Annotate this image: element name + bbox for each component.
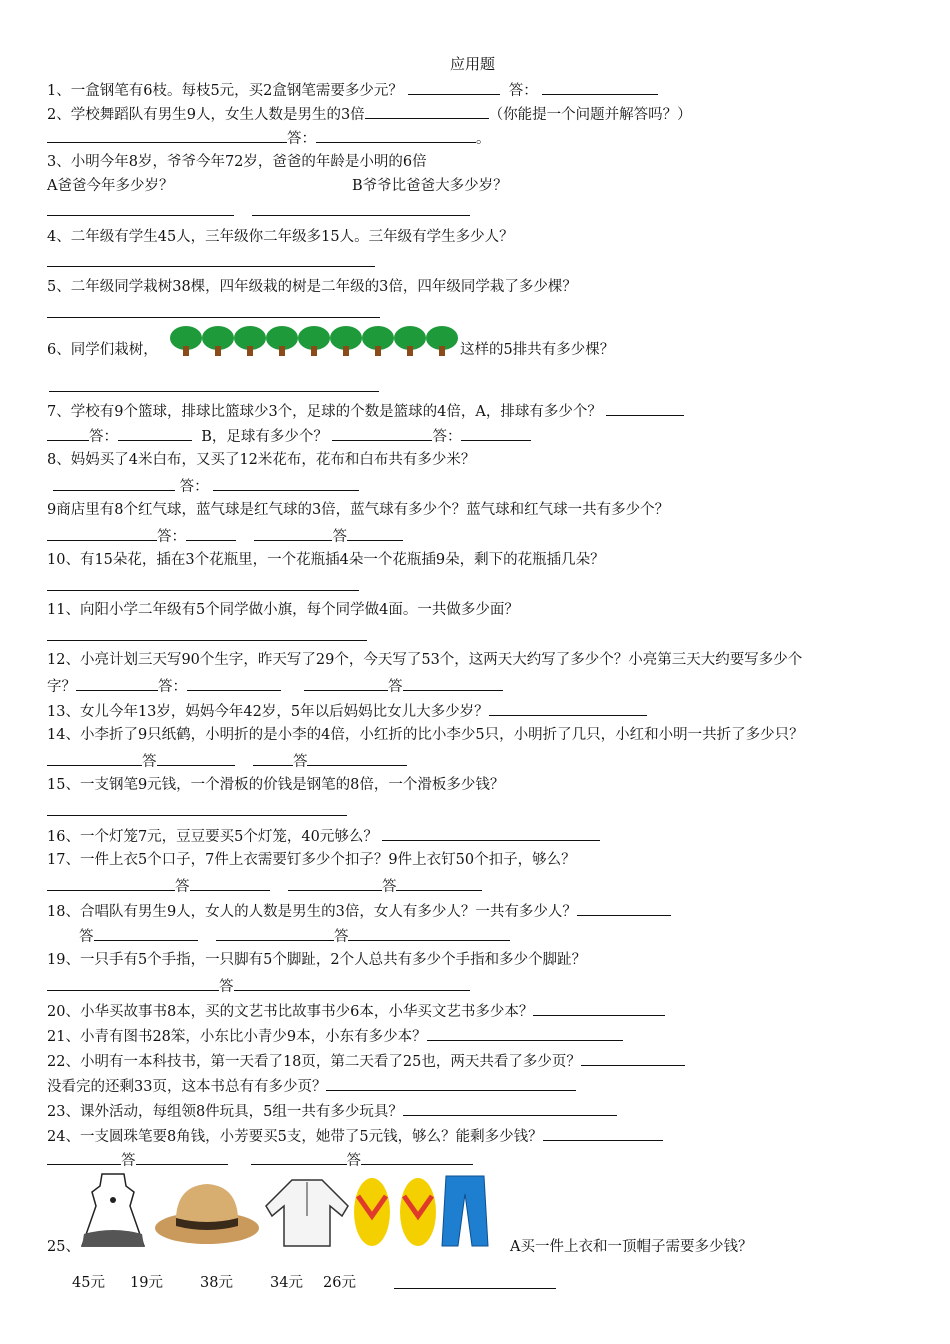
answer-blank[interactable] (606, 401, 684, 416)
tree-icon (394, 326, 426, 356)
answer-blank[interactable] (157, 751, 235, 766)
question-19-answer: 答 (47, 976, 470, 996)
price-hat: 19元 (130, 1275, 163, 1291)
tree-row (170, 322, 460, 362)
question-14-answers: 答 答 (47, 751, 407, 771)
answer-blank[interactable] (186, 526, 236, 541)
work-blank[interactable] (254, 526, 332, 541)
question-16: 16、一个灯笼7元，豆豆要买5个灯笼，40元够么？ (47, 826, 600, 846)
answer-blank[interactable] (47, 303, 380, 318)
answer-blank[interactable] (47, 801, 347, 816)
question-12-answers: 字？ 答： 答 (47, 676, 503, 696)
answer-blank[interactable] (408, 80, 500, 95)
answer-blank[interactable] (213, 476, 359, 491)
question-4-blank (47, 252, 375, 272)
sandals-icon (350, 1176, 442, 1252)
tree-icon (362, 326, 394, 356)
answer-blank[interactable] (47, 626, 367, 641)
work-blank[interactable] (47, 128, 287, 143)
work-blank[interactable] (47, 1150, 121, 1165)
price-dress: 45元 (72, 1275, 105, 1291)
question-24-answers: 答 答 (47, 1150, 473, 1170)
tree-icon (426, 326, 458, 356)
tree-icon (266, 326, 298, 356)
question-7-answers: 答： B，足球有多少个？ 答： (47, 426, 531, 446)
answer-blank[interactable] (489, 701, 647, 716)
question-14: 14、小李折了9只纸鹤，小明折的是小李的4倍，小红折的比小李少5只，小明折了几只，小红和小明一共折了多少只？ (47, 727, 804, 743)
question-13: 13、女儿今年13岁，妈妈今年42岁，5年以后妈妈比女儿大多少岁？ (47, 701, 647, 721)
price-pants: 26元 (323, 1275, 356, 1291)
price-shirt: 38元 (200, 1275, 233, 1291)
question-8: 8、妈妈买了4米白布，又买了12米花布，花布和白布共有多少米？ (47, 452, 476, 468)
answer-blank[interactable] (190, 876, 270, 891)
tree-icon (202, 326, 234, 356)
work-blank[interactable] (76, 676, 158, 691)
question-24: 24、一支圆珠笔要8角钱，小芳要买5支，她带了5元钱，够么？能剩多少钱？ (47, 1126, 663, 1146)
answer-blank[interactable] (47, 252, 375, 267)
answer-blank[interactable] (403, 676, 503, 691)
question-17: 17、一件上衣5个口子，7件上衣需要钉多少个扣子？9件上衣钉50个扣子，够么？ (47, 852, 576, 868)
tree-icon (234, 326, 266, 356)
work-blank[interactable] (304, 676, 388, 691)
question-18: 18、合唱队有男生9人，女人的人数是男生的3倍，女人有多少人？一共有多少人？ (47, 901, 671, 921)
question-18-answers: 答 答 (47, 926, 510, 946)
answer-blank[interactable] (347, 526, 403, 541)
question-7: 7、学校有9个篮球，排球比篮球少3个，足球的个数是篮球的4倍，A，排球有多少个？ (47, 401, 684, 421)
answer-blank[interactable] (307, 751, 407, 766)
question-3a: A爸爸今年多少岁？ (47, 178, 174, 194)
question-25-blank (394, 1274, 556, 1294)
question-22: 22、小明有一本科技书，第一天看了18页，第二天看了25也，两天共看了多少页？ (47, 1051, 685, 1071)
question-4: 4、二年级有学生45人，三年级你二年级多15人。三年级有学生多少人？ (47, 229, 514, 245)
shirt-svg (262, 1176, 352, 1248)
question-15: 15、一支钢笔9元钱，一个滑板的价钱是钢笔的8倍，一个滑板多少钱？ (47, 777, 505, 793)
question-25-a: A买一件上衣和一顶帽子需要多少钱？ (510, 1239, 753, 1255)
question-9: 9商店里有8个红气球，蓝气球是红气球的3倍，蓝气球有多少个？蓝气球和红气球一共有多少个？ (47, 502, 670, 518)
question-3: 3、小明今年8岁，爷爷今年72岁，爸爸的年龄是小明的6倍 (47, 154, 427, 170)
question-23: 23、课外活动，每组领8件玩具，5组一共有多少玩具？ (47, 1101, 617, 1121)
answer-blank[interactable] (49, 377, 379, 392)
question-20: 20、小华买故事书8本，买的文艺书比故事书少6本，小华买文艺书多少本？ (47, 1001, 665, 1021)
answer-blank[interactable] (427, 1026, 623, 1041)
work-blank[interactable] (47, 526, 157, 541)
question-21: 21、小青有图书28笨，小东比小青少9本，小东有多少本？ (47, 1026, 623, 1046)
question-19: 19、一只手有5个手指，一只脚有5个脚趾，2个人总共有多少个手指和多少个脚趾？ (47, 952, 587, 968)
hat-icon (152, 1178, 262, 1252)
question-2-answer: 答： 。 (47, 128, 491, 148)
question-10-blank (47, 576, 359, 596)
answer-blank[interactable] (543, 1126, 663, 1141)
pants-svg (440, 1174, 490, 1248)
work-blank[interactable] (47, 751, 142, 766)
answer-blank[interactable] (94, 926, 198, 941)
work-blank[interactable] (253, 751, 293, 766)
work-blank[interactable] (47, 876, 175, 891)
question-10: 10、有15朵花，插在3个花瓶里，一个花瓶插4朵一个花瓶插9朵，剩下的花瓶插几朵？ (47, 552, 605, 568)
question-6-pre: 6、同学们栽树， (47, 342, 158, 358)
question-9-answers: 答： 答 (47, 526, 403, 546)
question-5: 5、二年级同学栽树38棵，四年级栽的树是二年级的3倍，四年级同学栽了多少棵？ (47, 279, 577, 295)
sandals-svg (350, 1176, 442, 1248)
answer-blank[interactable] (542, 80, 658, 95)
page-title: 应用题 (450, 55, 496, 73)
question-blank[interactable] (365, 104, 489, 119)
answer-blank[interactable] (382, 826, 600, 841)
answer-blank[interactable] (47, 576, 359, 591)
answer-blank[interactable] (396, 876, 482, 891)
work-blank[interactable] (53, 476, 175, 491)
answer-blank[interactable] (394, 1274, 556, 1289)
answer-blank[interactable] (136, 1150, 228, 1165)
pants-icon (440, 1174, 490, 1252)
answer-blank[interactable] (316, 128, 476, 143)
question-6-blank (49, 377, 379, 397)
tree-icon (170, 326, 202, 356)
tree-icon (298, 326, 330, 356)
indent (47, 927, 79, 941)
shirt-icon (262, 1176, 352, 1252)
answer-blank[interactable] (577, 901, 671, 916)
answer-blank[interactable] (533, 1001, 665, 1016)
answer-blank[interactable] (332, 426, 432, 441)
question-2: 2、学校舞蹈队有男生9人，女生人数是男生的3倍 （你能提一个问题并解答吗？） (47, 104, 692, 124)
answer-blank[interactable] (234, 976, 470, 991)
work-blank[interactable] (216, 926, 334, 941)
question-22-cont: 没看完的还剩33页，这本书总有有多少页？ (47, 1076, 576, 1096)
answer-blank[interactable] (581, 1051, 685, 1066)
question-1: 1、一盒钢笔有6枝。每枝5元，买2盒钢笔需要多少元？ 答： (47, 80, 658, 100)
dress-svg (78, 1172, 148, 1250)
question-11: 11、向阳小学二年级有5个同学做小旗，每个同学做4面。一共做多少面？ (47, 602, 519, 618)
question-17-answers: 答 答 (47, 876, 482, 896)
question-11-blank (47, 626, 367, 646)
answer-blank[interactable] (252, 201, 470, 216)
work-blank[interactable] (288, 876, 382, 891)
question-15-blank (47, 801, 347, 821)
question-12: 12、小亮计划三天写90个生字，昨天写了29个，今天写了53个，这两天大约写了多少个？小亮第三天大约要写多少个 (47, 652, 803, 668)
work-blank[interactable] (47, 426, 89, 441)
price-sandals: 34元 (270, 1275, 303, 1291)
question-6-post: 这样的5排共有多少棵？ (460, 342, 615, 358)
answer-blank[interactable] (187, 676, 281, 691)
question-5-blank (47, 303, 380, 323)
tree-row-svg (170, 322, 460, 358)
answer-blank[interactable] (348, 926, 510, 941)
answer-blank[interactable] (118, 426, 192, 441)
answer-blank[interactable] (461, 426, 531, 441)
work-blank[interactable] (251, 1150, 347, 1165)
question-3-blanks (47, 201, 470, 221)
question-25-number: 25、 (47, 1239, 80, 1255)
hat-svg (152, 1178, 262, 1248)
answer-blank[interactable] (326, 1076, 576, 1091)
answer-blank[interactable] (47, 201, 234, 216)
answer-blank[interactable] (403, 1101, 617, 1116)
dress-icon (78, 1172, 148, 1254)
tree-icon (330, 326, 362, 356)
answer-blank[interactable] (361, 1150, 473, 1165)
question-3b: B爷爷比爸爸大多少岁？ (352, 178, 508, 194)
work-blank[interactable] (47, 976, 219, 991)
question-8-answer: 答： (53, 476, 359, 496)
